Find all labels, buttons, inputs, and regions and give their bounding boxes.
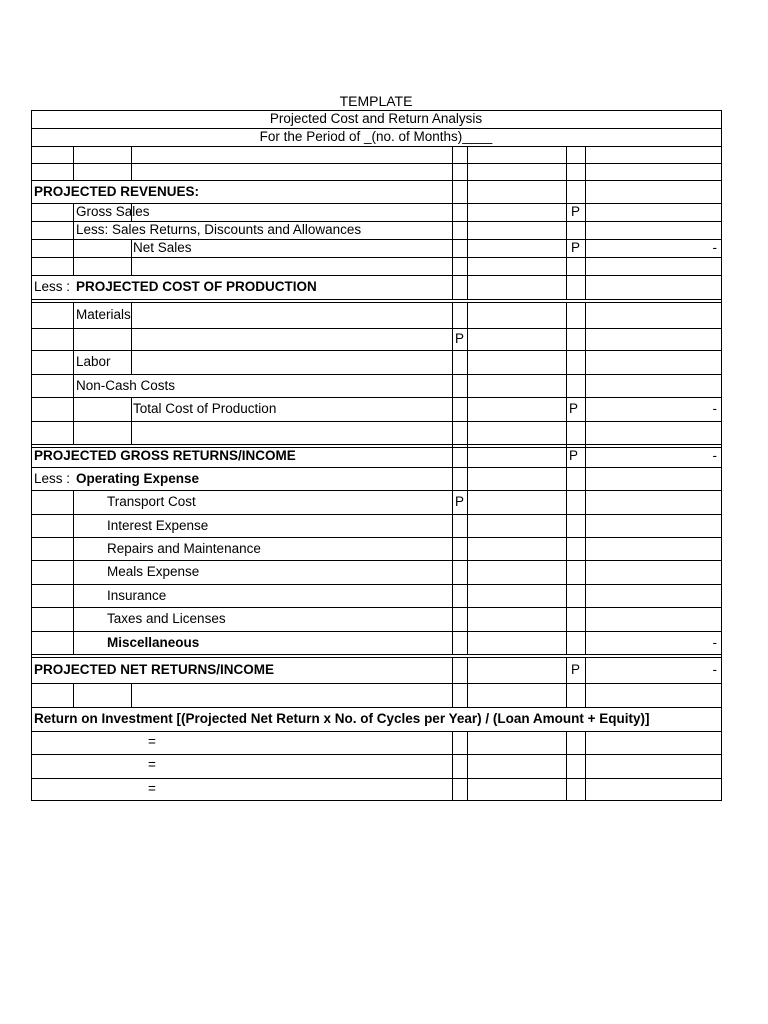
- equals-sign: =: [148, 757, 156, 772]
- column-border: [585, 421, 586, 445]
- roi-heading: Return on Investment [(Projected Net Return x No. of Cycles per Year) / (Loan Amount + Equity)]: [34, 711, 650, 726]
- column-border: [131, 163, 132, 181]
- column-border: [452, 631, 453, 655]
- row-border: [31, 374, 722, 375]
- row-border: [31, 180, 722, 181]
- column-border: [73, 302, 74, 329]
- row-border: [31, 490, 722, 491]
- production-heading: PROJECTED COST OF PRODUCTION: [76, 279, 317, 294]
- column-border: [452, 444, 453, 468]
- column-border: [585, 444, 586, 468]
- row-border: [31, 421, 722, 422]
- column-border: [467, 778, 468, 801]
- column-border: [73, 203, 74, 222]
- column-border: [73, 374, 74, 398]
- column-border: [585, 584, 586, 608]
- column-border: [73, 163, 74, 181]
- column-border: [452, 163, 453, 181]
- column-border: [585, 180, 586, 204]
- column-border: [467, 560, 468, 585]
- column-border: [566, 754, 567, 779]
- column-border: [131, 683, 132, 708]
- misc-label: Miscellaneous: [107, 635, 200, 650]
- template-label: TEMPLATE: [339, 93, 413, 109]
- column-border: [73, 221, 74, 240]
- column-border: [452, 203, 453, 222]
- column-border: [566, 560, 567, 585]
- peso-sign: P: [569, 401, 579, 416]
- column-border: [131, 239, 132, 258]
- column-border: [452, 221, 453, 240]
- row-border: [31, 299, 722, 300]
- row-border-double: [31, 657, 722, 658]
- labor-label: Labor: [76, 354, 111, 369]
- column-border: [467, 731, 468, 755]
- row-border: [31, 607, 722, 608]
- column-border: [467, 631, 468, 655]
- operating-item: Repairs and Maintenance: [107, 541, 261, 556]
- dash-value: -: [712, 240, 717, 255]
- operating-item: Transport Cost: [107, 494, 196, 509]
- peso-sign: P: [455, 494, 465, 509]
- operating-item: Insurance: [107, 588, 167, 603]
- column-border: [585, 328, 586, 351]
- row-border: [31, 584, 722, 585]
- row-border: [31, 467, 722, 468]
- row-border: [31, 514, 722, 515]
- column-border: [467, 350, 468, 375]
- column-border: [467, 657, 468, 684]
- column-border: [452, 350, 453, 375]
- operating-item: Meals Expense: [107, 564, 200, 579]
- column-border: [585, 221, 586, 240]
- column-border: [452, 537, 453, 561]
- dash-value: -: [712, 401, 717, 416]
- operating-heading: Operating Expense: [76, 471, 200, 486]
- column-border: [585, 239, 586, 258]
- column-border: [566, 397, 567, 422]
- column-border: [566, 180, 567, 204]
- column-border: [585, 203, 586, 222]
- gross-sales-label: Gross Sales: [76, 204, 150, 219]
- column-border: [585, 350, 586, 375]
- column-border: [452, 514, 453, 538]
- column-border: [566, 631, 567, 655]
- column-border: [566, 657, 567, 684]
- column-border: [131, 146, 132, 164]
- column-border: [467, 397, 468, 422]
- peso-sign: P: [571, 662, 581, 677]
- column-border: [585, 754, 586, 779]
- revenues-heading: PROJECTED REVENUES:: [34, 184, 200, 199]
- row-border: [31, 146, 722, 147]
- column-border: [585, 257, 586, 276]
- row-border: [31, 444, 722, 445]
- column-border: [31, 110, 32, 801]
- column-border: [452, 778, 453, 801]
- column-border: [73, 683, 74, 708]
- peso-sign: P: [571, 240, 581, 255]
- column-border: [131, 328, 132, 351]
- equals-sign: =: [148, 734, 156, 749]
- column-border: [467, 444, 468, 468]
- column-border: [452, 275, 453, 300]
- column-border: [73, 350, 74, 375]
- column-border: [585, 778, 586, 801]
- column-border: [131, 397, 132, 422]
- total-production-label: Total Cost of Production: [133, 401, 277, 416]
- column-border: [585, 146, 586, 164]
- row-border: [31, 397, 722, 398]
- column-border: [467, 683, 468, 708]
- column-border: [467, 146, 468, 164]
- column-border: [73, 537, 74, 561]
- column-border: [467, 467, 468, 491]
- column-border: [467, 537, 468, 561]
- column-border: [467, 374, 468, 398]
- less-label: Less :: [34, 471, 71, 486]
- document-title: Projected Cost and Return Analysis: [269, 111, 483, 126]
- dash-value: -: [712, 448, 717, 463]
- column-border: [566, 584, 567, 608]
- equals-sign: =: [148, 781, 156, 796]
- column-border: [566, 257, 567, 276]
- row-border: [31, 800, 722, 801]
- less-label: Less :: [34, 279, 71, 294]
- column-border: [452, 754, 453, 779]
- row-border: [31, 560, 722, 561]
- column-border: [566, 778, 567, 801]
- column-border: [467, 221, 468, 240]
- column-border: [452, 397, 453, 422]
- period-line: For the Period of _(no. of Months)____: [259, 129, 493, 144]
- column-border: [566, 683, 567, 708]
- row-border: [31, 537, 722, 538]
- column-border: [452, 180, 453, 204]
- column-border: [585, 537, 586, 561]
- dash-value: -: [712, 635, 717, 650]
- column-border: [452, 328, 453, 351]
- column-border: [566, 421, 567, 445]
- non-cash-label: Non-Cash Costs: [76, 378, 176, 393]
- column-border: [566, 490, 567, 515]
- column-border: [73, 560, 74, 585]
- net-returns-heading: PROJECTED NET RETURNS/INCOME: [34, 662, 275, 677]
- column-border: [131, 421, 132, 445]
- column-border: [467, 754, 468, 779]
- column-border: [73, 490, 74, 515]
- column-border: [585, 657, 586, 684]
- column-border: [131, 302, 132, 329]
- column-border: [585, 374, 586, 398]
- column-border: [467, 584, 468, 608]
- column-border: [585, 514, 586, 538]
- column-border: [566, 275, 567, 300]
- row-border-double: [31, 302, 722, 303]
- column-border: [452, 607, 453, 632]
- row-border: [31, 754, 722, 755]
- column-border: [566, 467, 567, 491]
- column-border: [73, 397, 74, 422]
- row-border: [31, 350, 722, 351]
- column-border: [566, 239, 567, 258]
- column-border: [73, 257, 74, 276]
- row-border: [31, 163, 722, 164]
- column-border: [566, 731, 567, 755]
- column-border: [467, 239, 468, 258]
- column-border: [566, 350, 567, 375]
- row-border: [31, 707, 722, 708]
- column-border: [585, 631, 586, 655]
- row-border: [31, 731, 722, 732]
- column-border: [721, 110, 722, 801]
- column-border: [585, 163, 586, 181]
- column-border: [566, 607, 567, 632]
- column-border: [585, 467, 586, 491]
- column-border: [131, 257, 132, 276]
- row-border: [31, 778, 722, 779]
- row-border: [31, 257, 722, 258]
- column-border: [566, 444, 567, 468]
- row-border: [31, 275, 722, 276]
- column-border: [131, 350, 132, 375]
- row-border: [31, 654, 722, 655]
- column-border: [73, 584, 74, 608]
- column-border: [585, 490, 586, 515]
- operating-item: Interest Expense: [107, 518, 209, 533]
- column-border: [467, 607, 468, 632]
- column-border: [452, 467, 453, 491]
- dash-value: -: [712, 662, 717, 677]
- column-border: [73, 631, 74, 655]
- peso-sign: P: [569, 448, 579, 463]
- column-border: [73, 239, 74, 258]
- column-border: [566, 328, 567, 351]
- column-border: [452, 146, 453, 164]
- column-border: [467, 328, 468, 351]
- less-returns-label: Less: Sales Returns, Discounts and Allowances: [76, 222, 362, 237]
- column-border: [566, 374, 567, 398]
- column-border: [467, 421, 468, 445]
- net-sales-label: Net Sales: [133, 240, 192, 255]
- column-border: [452, 731, 453, 755]
- column-border: [73, 328, 74, 351]
- column-border: [467, 302, 468, 329]
- column-border: [452, 302, 453, 329]
- peso-sign: P: [455, 331, 465, 346]
- gross-returns-heading: PROJECTED GROSS RETURNS/INCOME: [34, 448, 296, 463]
- column-border: [566, 302, 567, 329]
- column-border: [566, 514, 567, 538]
- column-border: [566, 163, 567, 181]
- column-border: [452, 584, 453, 608]
- peso-sign: P: [571, 204, 581, 219]
- column-border: [566, 537, 567, 561]
- column-border: [73, 146, 74, 164]
- column-border: [566, 203, 567, 222]
- column-border: [585, 607, 586, 632]
- column-border: [467, 490, 468, 515]
- materials-label: Materials: [76, 307, 131, 322]
- column-border: [452, 657, 453, 684]
- column-border: [566, 146, 567, 164]
- column-border: [585, 731, 586, 755]
- column-border: [452, 490, 453, 515]
- column-border: [585, 560, 586, 585]
- column-border: [467, 180, 468, 204]
- column-border: [585, 275, 586, 300]
- column-border: [452, 421, 453, 445]
- column-border: [585, 683, 586, 708]
- row-border: [31, 328, 722, 329]
- column-border: [467, 203, 468, 222]
- column-border: [73, 421, 74, 445]
- column-border: [467, 257, 468, 276]
- column-border: [452, 560, 453, 585]
- column-border: [467, 163, 468, 181]
- column-border: [73, 514, 74, 538]
- column-border: [452, 239, 453, 258]
- column-border: [73, 607, 74, 632]
- column-border: [467, 514, 468, 538]
- column-border: [452, 374, 453, 398]
- column-border: [467, 275, 468, 300]
- column-border: [585, 397, 586, 422]
- column-border: [566, 221, 567, 240]
- operating-item: Taxes and Licenses: [107, 611, 226, 626]
- row-border: [31, 683, 722, 684]
- column-border: [452, 683, 453, 708]
- column-border: [452, 257, 453, 276]
- row-border: [31, 631, 722, 632]
- column-border: [585, 302, 586, 329]
